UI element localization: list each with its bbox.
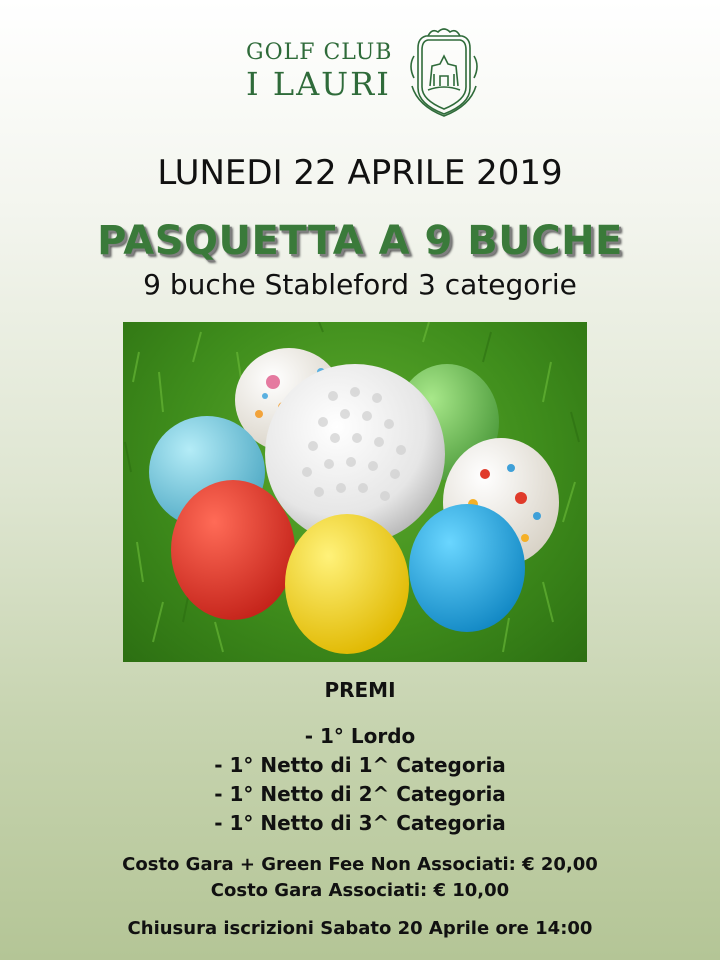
club-crest-icon (404, 26, 484, 118)
club-name (246, 40, 392, 102)
event-date: LUNEDI 22 APRILE 2019 (157, 153, 563, 193)
club-name-line2: I LAURI (246, 65, 391, 103)
cost-members: Costo Gara Associati: € 10,00 (210, 880, 510, 901)
club-name-line1: GOLF CLUB (246, 40, 393, 65)
prize-item: - 1° Netto di 2^ Categoria (214, 782, 506, 806)
prize-item: - 1° Netto di 3^ Categoria (214, 811, 506, 835)
easter-eggs-illustration (123, 322, 587, 662)
registration-closing: Chiusura iscrizioni Sabato 20 Aprile ore 14:00 (127, 918, 593, 939)
prize-item: - 1° Netto di 1^ Categoria (214, 753, 506, 777)
prize-item: - 1° Lordo (304, 724, 416, 748)
event-title: PASQUETTA A 9 BUCHE (97, 218, 623, 264)
prizes-heading: PREMI (324, 678, 396, 702)
cost-non-members: Costo Gara + Green Fee Non Associati: € 20,00 (122, 854, 598, 875)
club-logo (236, 24, 488, 120)
event-subtitle: 9 buche Stableford 3 categorie (143, 268, 577, 301)
prizes-list (0, 722, 720, 838)
easter-eggs-photo (123, 322, 587, 662)
